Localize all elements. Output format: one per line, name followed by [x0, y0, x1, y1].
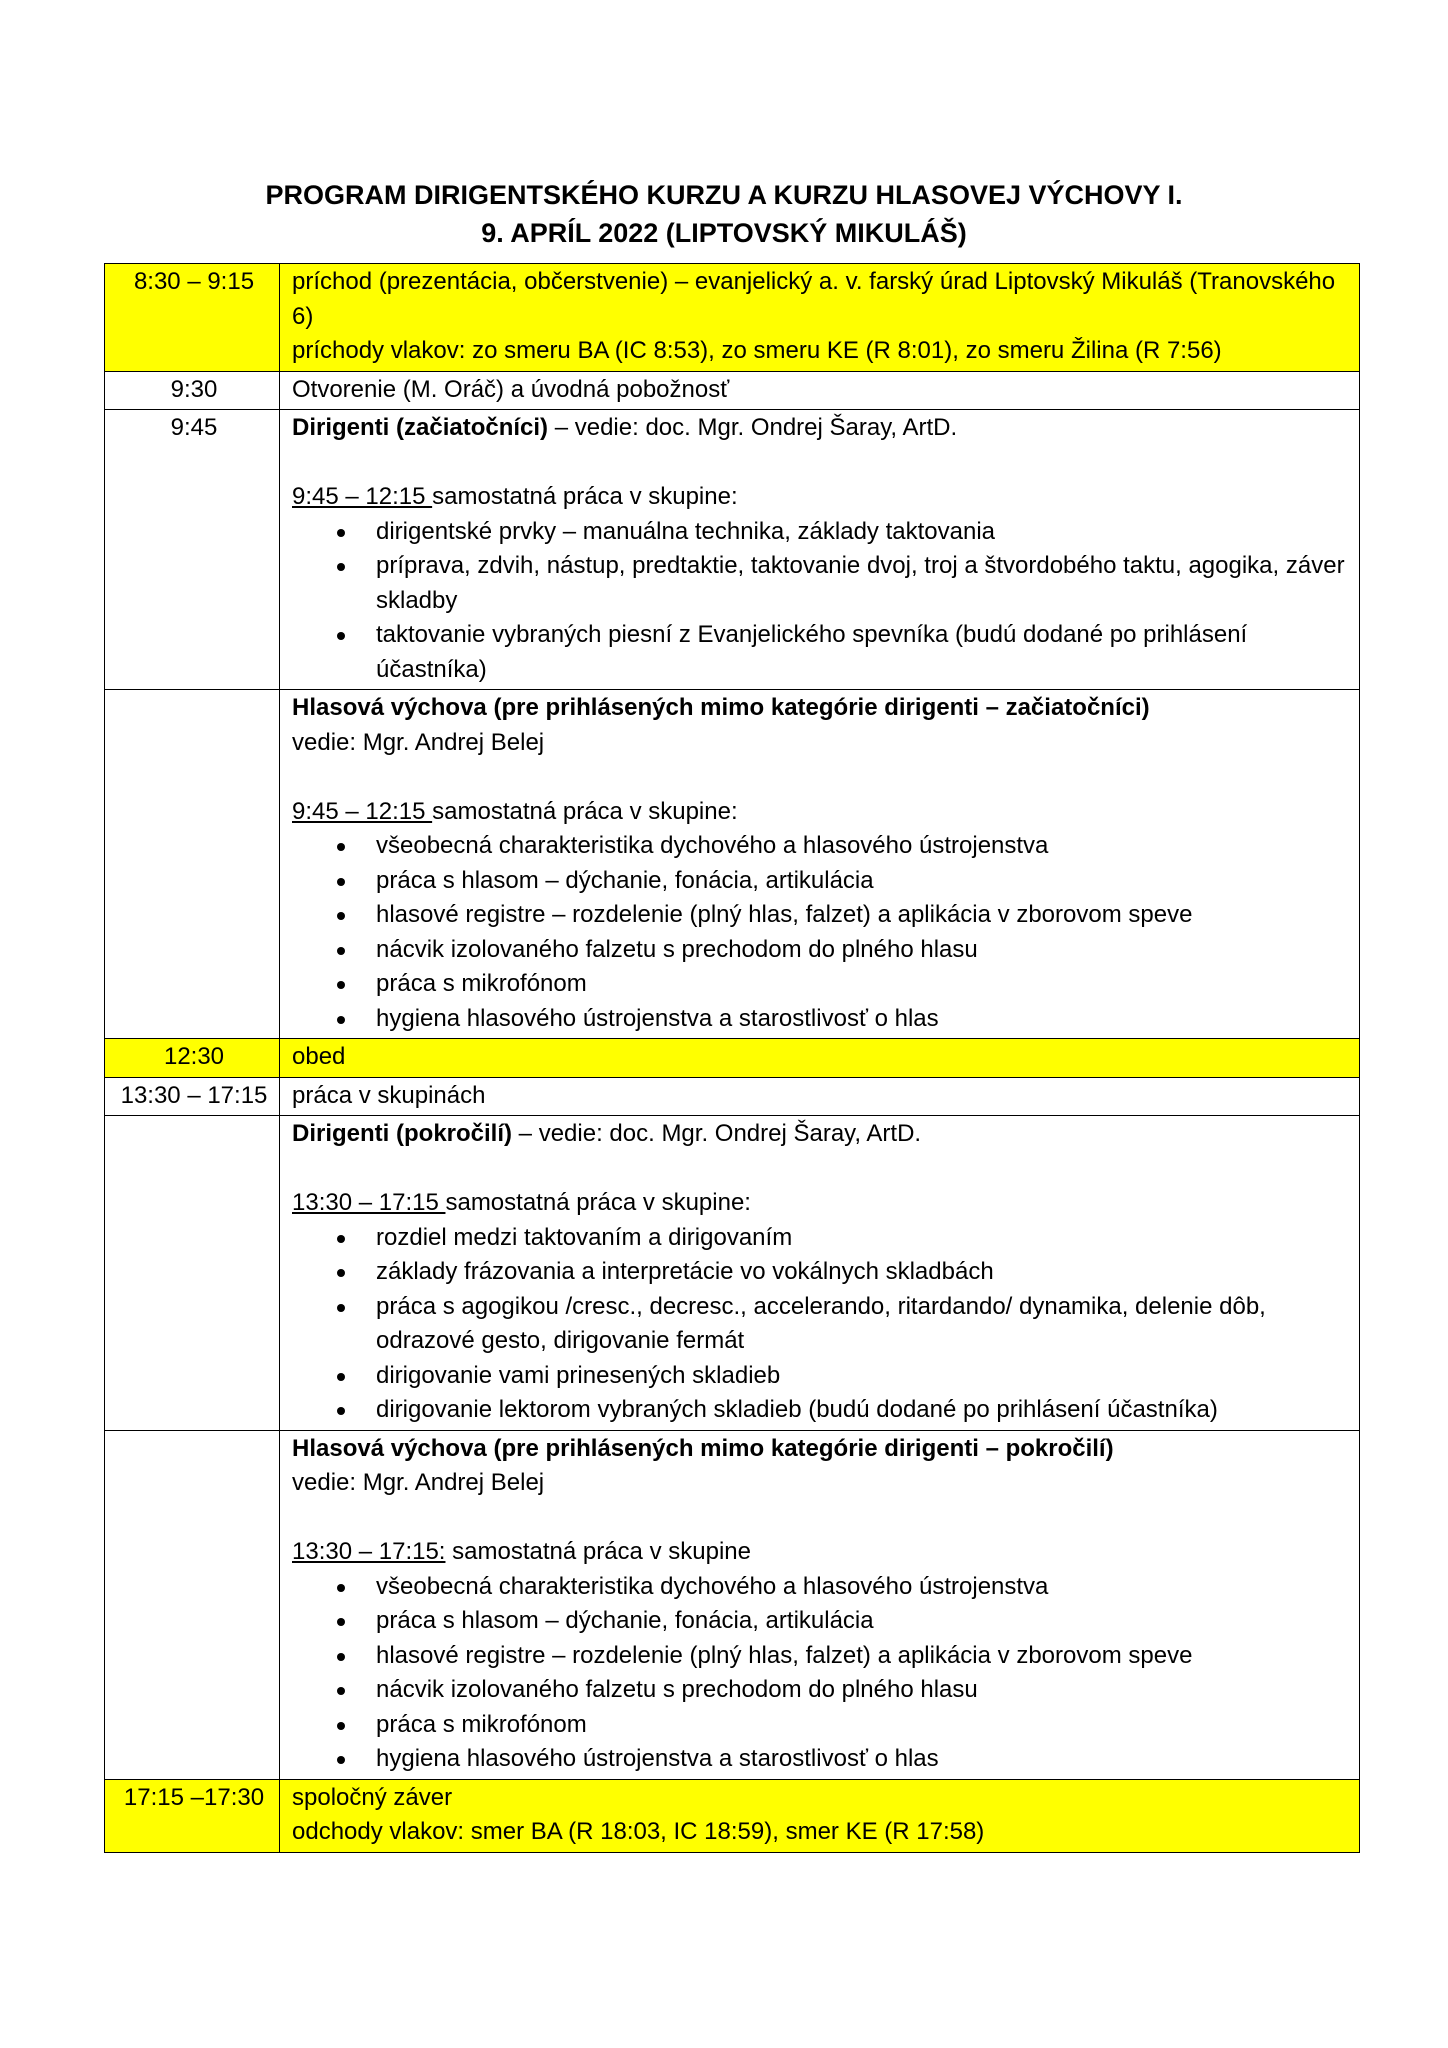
- time-cell: [105, 690, 280, 1039]
- list-item: dirigovanie vami prinesených skladieb: [292, 1359, 1351, 1394]
- list-item: všeobecná charakteristika dychového a hlasového ústrojenstva: [292, 829, 1351, 864]
- section-heading: Dirigenti (pokročilí): [292, 1120, 513, 1147]
- row-closing: [105, 1779, 1360, 1852]
- list-item: nácvik izolovaného falzetu s prechodom do plného hlasu: [292, 933, 1351, 968]
- list-item: práca s mikrofónom: [292, 967, 1351, 1002]
- lecturer: vedie: Mgr. Andrej Belej: [292, 1469, 545, 1496]
- content-cell: [280, 1779, 1360, 1852]
- session-text: samostatná práca v skupine:: [432, 483, 738, 510]
- lecturer: – vedie: doc. Mgr. Ondrej Šaray, ArtD.: [512, 1120, 922, 1147]
- content-cell: [280, 1116, 1360, 1431]
- list-item: hlasové registre – rozdelenie (plný hlas, falzet) a aplikácia v zborovom speve: [292, 898, 1351, 933]
- list-item: príprava, zdvih, nástup, predtaktie, taktovanie dvoj, troj a štvordobého taktu, agogika, záver skladby: [292, 549, 1351, 618]
- time-cell: 12:30: [105, 1039, 280, 1078]
- arrival-text: príchod (prezentácia, občerstvenie) – evanjelický a. v. farský úrad Liptovský Mikuláš (Tranovského 6): [292, 268, 1336, 330]
- time-cell: 9:30: [105, 371, 280, 410]
- title-line-2: 9. APRÍL 2022 (LIPTOVSKÝ MIKULÁŠ): [481, 218, 967, 248]
- list-item: práca s hlasom – dýchanie, fonácia, artikulácia: [292, 1604, 1351, 1639]
- content-cell: [280, 1430, 1360, 1779]
- title-line-1: PROGRAM DIRIGENTSKÉHO KURZU A KURZU HLASOVEJ VÝCHOVY I.: [265, 180, 1183, 210]
- list-item: práca s mikrofónom: [292, 1708, 1351, 1743]
- session-time: 13:30 – 17:15:: [292, 1538, 446, 1565]
- time-cell: 17:15 –17:30: [105, 1779, 280, 1852]
- time-cell: 8:30 – 9:15: [105, 264, 280, 372]
- lecturer: – vedie: doc. Mgr. Ondrej Šaray, ArtD.: [548, 414, 958, 441]
- time-cell: 13:30 – 17:15: [105, 1077, 280, 1116]
- row-conductors-beginners: [105, 410, 1360, 690]
- list-item: hygiena hlasového ústrojenstva a starostlivosť o hlas: [292, 1002, 1351, 1037]
- time-cell: [105, 1430, 280, 1779]
- row-voice-advanced: [105, 1430, 1360, 1779]
- list-item: rozdiel medzi taktovaním a dirigovaním: [292, 1221, 1351, 1256]
- section-heading: Hlasová výchova (pre prihlásených mimo kategórie dirigenti – začiatočníci): [292, 694, 1150, 721]
- topic-list: [292, 1570, 1351, 1777]
- list-item: dirigovanie lektorom vybraných skladieb (budú dodané po prihlásení účastníka): [292, 1393, 1351, 1428]
- row-groups: [105, 1077, 1360, 1116]
- section-heading: Dirigenti (začiatočníci): [292, 414, 549, 441]
- train-departures: odchody vlakov: smer BA (R 18:03, IC 18:59), smer KE (R 17:58): [292, 1818, 985, 1845]
- session-time: 9:45 – 12:15: [292, 483, 433, 510]
- list-item: práca s agogikou /cresc., decresc., accelerando, ritardando/ dynamika, delenie dôb, odrazové gesto, dirigovanie fermát: [292, 1290, 1351, 1359]
- row-voice-beginners: [105, 690, 1360, 1039]
- train-arrivals: príchody vlakov: zo smeru BA (IC 8:53), zo smeru KE (R 8:01), zo smeru Žilina (R 7:56): [292, 337, 1222, 364]
- list-item: hlasové registre – rozdelenie (plný hlas, falzet) a aplikácia v zborovom speve: [292, 1639, 1351, 1674]
- row-opening: [105, 371, 1360, 410]
- list-item: taktovanie vybraných piesní z Evanjelického spevníka (budú dodané po prihlásení účastníka): [292, 618, 1351, 687]
- row-arrival: [105, 264, 1360, 372]
- list-item: základy frázovania a interpretácie vo vokálnych skladbách: [292, 1255, 1351, 1290]
- session-text: samostatná práca v skupine:: [445, 1189, 751, 1216]
- opening-text: Otvorenie (M. Oráč) a úvodná pobožnosť: [280, 371, 1360, 410]
- list-item: hygiena hlasového ústrojenstva a starostlivosť o hlas: [292, 1742, 1351, 1777]
- topic-list: [292, 1221, 1351, 1428]
- list-item: dirigentské prvky – manuálna technika, základy taktovania: [292, 515, 1351, 550]
- closing-text: spoločný záver: [292, 1783, 453, 1811]
- section-heading: Hlasová výchova (pre prihlásených mimo kategórie dirigenti – pokročilí): [292, 1434, 1114, 1462]
- session-time: 13:30 – 17:15: [292, 1189, 446, 1216]
- row-conductors-advanced: [105, 1116, 1360, 1431]
- topic-list: [292, 829, 1351, 1036]
- list-item: všeobecná charakteristika dychového a hlasového ústrojenstva: [292, 1570, 1351, 1605]
- groups-text: práca v skupinách: [280, 1077, 1360, 1116]
- session-text: samostatná práca v skupine: [445, 1538, 751, 1565]
- page-title: [0, 176, 1448, 252]
- content-cell: [280, 690, 1360, 1039]
- session-text: samostatná práca v skupine:: [432, 797, 738, 825]
- row-lunch: [105, 1039, 1360, 1078]
- list-item: práca s hlasom – dýchanie, fonácia, artikulácia: [292, 864, 1351, 899]
- lunch-text: obed: [280, 1039, 1360, 1078]
- time-cell: 9:45: [105, 410, 280, 690]
- lecturer: vedie: Mgr. Andrej Belej: [292, 728, 545, 756]
- list-item: nácvik izolovaného falzetu s prechodom do plného hlasu: [292, 1673, 1351, 1708]
- content-cell: [280, 264, 1360, 372]
- program-table: [104, 263, 1360, 1853]
- session-time: 9:45 – 12:15: [292, 797, 433, 825]
- topic-list: [292, 515, 1351, 688]
- time-cell: [105, 1116, 280, 1431]
- content-cell: [280, 410, 1360, 690]
